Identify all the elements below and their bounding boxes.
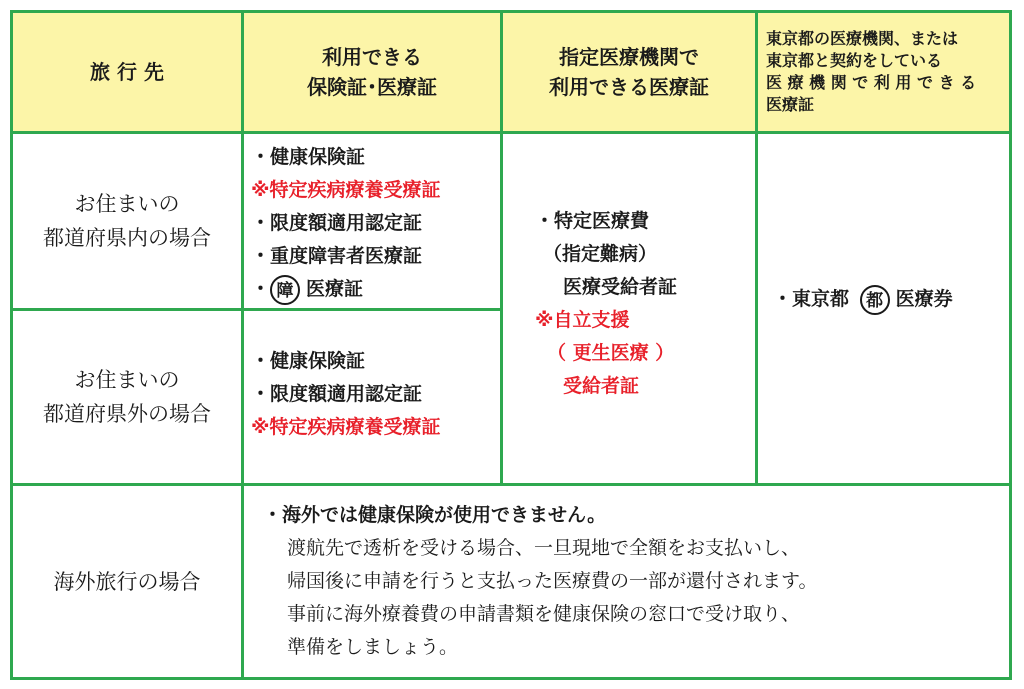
overseas-line: 渡航先で透析を受ける場合、一旦現地で全額をお支払いし、 [287, 537, 801, 559]
row-label-out-prefecture-line2: 都道府県外の場合 [43, 402, 211, 426]
header-usable-cards-line1: 利用できる [322, 45, 422, 69]
header-tokyo-line4: 医療証 [766, 95, 815, 114]
bullet: ・ [251, 278, 271, 300]
list-item: 受給者証 [563, 375, 640, 397]
coverage-table [10, 10, 1012, 680]
overseas-line: 準備をしましょう。 [287, 636, 459, 658]
row-label-in-prefecture-line1: お住まいの [74, 192, 180, 216]
list-item: （指定難病） [543, 243, 658, 265]
header-tokyo [758, 13, 1009, 131]
row-label-in-prefecture-line2: 都道府県内の場合 [43, 226, 211, 250]
list-item: ・健康保険証 [251, 350, 366, 372]
designated-card-list [535, 205, 753, 425]
header-usable-cards-line2: 保険証･医療証 [307, 75, 437, 99]
header-tokyo-line1: 東京都の医療機関、または [766, 29, 959, 48]
grid-line [241, 13, 244, 677]
row-label-in-prefecture [13, 134, 241, 308]
overseas-lead: ・海外では健康保険が使用できません。 [263, 504, 607, 526]
header-tokyo-line3: 医 療 機 関 で 利 用 で き る [766, 73, 977, 92]
in-prefecture-card-list [251, 141, 499, 305]
list-item: ※特定疾病療養受療証 [251, 179, 441, 201]
row-label-overseas [13, 486, 241, 677]
tokyo-card-list [773, 283, 1007, 323]
list-item: 医療受給者証 [563, 276, 678, 298]
grid-line [755, 13, 758, 483]
list-item: （ 更生医療 ） [547, 342, 675, 364]
list-item: ・特定医療費 [535, 210, 650, 232]
header-designated-line1: 指定医療機関で [559, 45, 699, 69]
disability-circle-icon: 障 [270, 275, 300, 305]
overseas-line: 帰国後に申請を行うと支払った医療費の一部が還付されます。 [287, 570, 818, 592]
overseas-line: 事前に海外療養費の申請書類を健康保険の窓口で受け取り、 [287, 603, 801, 625]
list-item: ・限度額適用認定証 [251, 383, 423, 405]
list-item [251, 273, 499, 306]
out-prefecture-card-list [251, 345, 499, 475]
header-usable-cards [244, 13, 500, 131]
header-destination-label: 旅 行 先 [90, 60, 164, 84]
tokyo-circle-icon: 都 [860, 285, 890, 315]
list-item-suffix: 医療券 [895, 288, 953, 310]
list-item: ・限度額適用認定証 [251, 212, 423, 234]
overseas-note [263, 499, 1003, 673]
list-item: ・重度障害者医療証 [251, 245, 423, 267]
grid-line [500, 13, 503, 483]
row-label-overseas-text: 海外旅行の場合 [53, 569, 201, 594]
row-label-out-prefecture-line1: お住まいの [74, 368, 180, 392]
list-item-prefix: ・東京都 [773, 288, 850, 310]
row-label-out-prefecture [13, 311, 241, 483]
header-designated-line2: 利用できる医療証 [549, 75, 709, 99]
header-tokyo-line2: 東京都と契約をしている [766, 51, 943, 70]
header-designated [503, 13, 755, 131]
list-item [773, 283, 1007, 316]
list-item: ※自立支援 [535, 309, 630, 331]
list-item: ・健康保険証 [251, 146, 366, 168]
header-destination [13, 13, 241, 131]
list-item-text: 医療証 [306, 278, 364, 300]
list-item: ※特定疾病療養受療証 [251, 416, 441, 438]
